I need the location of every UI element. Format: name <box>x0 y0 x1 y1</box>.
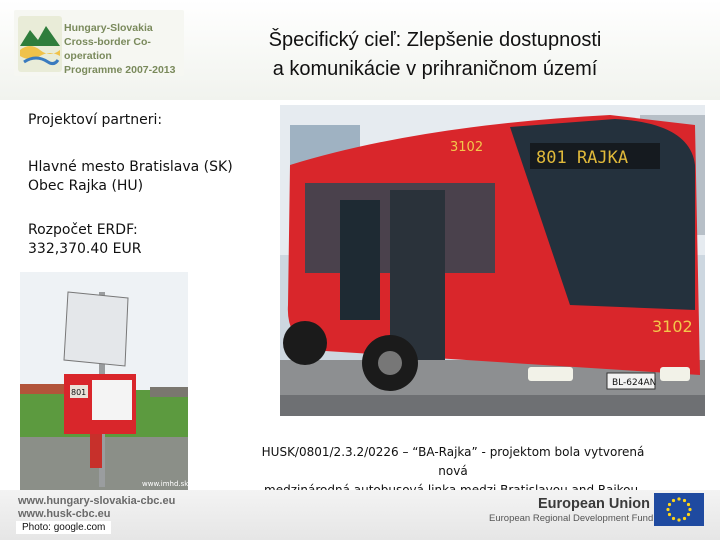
programme-logo-icon <box>18 16 62 72</box>
slide-title-line-2: a komunikácie v prihraničnom území <box>272 58 598 80</box>
bus-stop-photo <box>20 272 188 492</box>
caption-line-1: HUSK/0801/2.3.2/0226 – “BA-Rajka” - projektom bola vytvorená nová <box>261 445 645 478</box>
photo-watermark: www.imhd.sk <box>142 480 188 488</box>
budget-label: Rozpočet ERDF: <box>28 222 138 238</box>
svg-text:BL-624AN: BL-624AN <box>612 378 657 388</box>
logo-line-2: Cross-border Co-operation <box>64 36 151 62</box>
eu-flag-icon <box>654 493 704 526</box>
partners-heading: Projektoví partneri: <box>28 112 163 128</box>
fleet-number-front: 3102 <box>652 317 693 336</box>
bus-door <box>390 190 445 360</box>
bus-photo <box>280 105 705 416</box>
programme-logo-text <box>64 21 184 77</box>
partner-rajka: Obec Rajka (HU) <box>28 178 144 194</box>
programme-logo <box>14 10 184 76</box>
destination-sign: 801 RAJKA <box>536 148 629 168</box>
rear-wheel <box>283 321 327 365</box>
footer-url-1[interactable]: www.hungary-slovakia-cbc.eu <box>18 495 176 507</box>
eu-subtitle: European Regional Development Fund <box>489 513 654 524</box>
stop-sign <box>64 292 128 366</box>
slide-title <box>240 26 630 84</box>
budget-value: 332,370.40 EUR <box>28 241 142 257</box>
footer-url-2[interactable]: www.husk-cbc.eu <box>18 508 111 520</box>
logo-line-3: Programme 2007-2013 <box>64 64 176 76</box>
eu-title: European Union <box>538 496 650 512</box>
slide-title-line-1: Špecifický cieľ: Zlepšenie dostupnosti <box>268 29 602 51</box>
photo-credit: Photo: google.com <box>16 521 111 534</box>
logo-line-1: Hungary-Slovakia <box>64 22 153 34</box>
partner-bratislava: Hlavné mesto Bratislava (SK) <box>28 159 233 175</box>
footer-urls <box>18 495 175 521</box>
fleet-number-top: 3102 <box>450 140 484 155</box>
stop-line-number: 801 <box>71 388 87 397</box>
